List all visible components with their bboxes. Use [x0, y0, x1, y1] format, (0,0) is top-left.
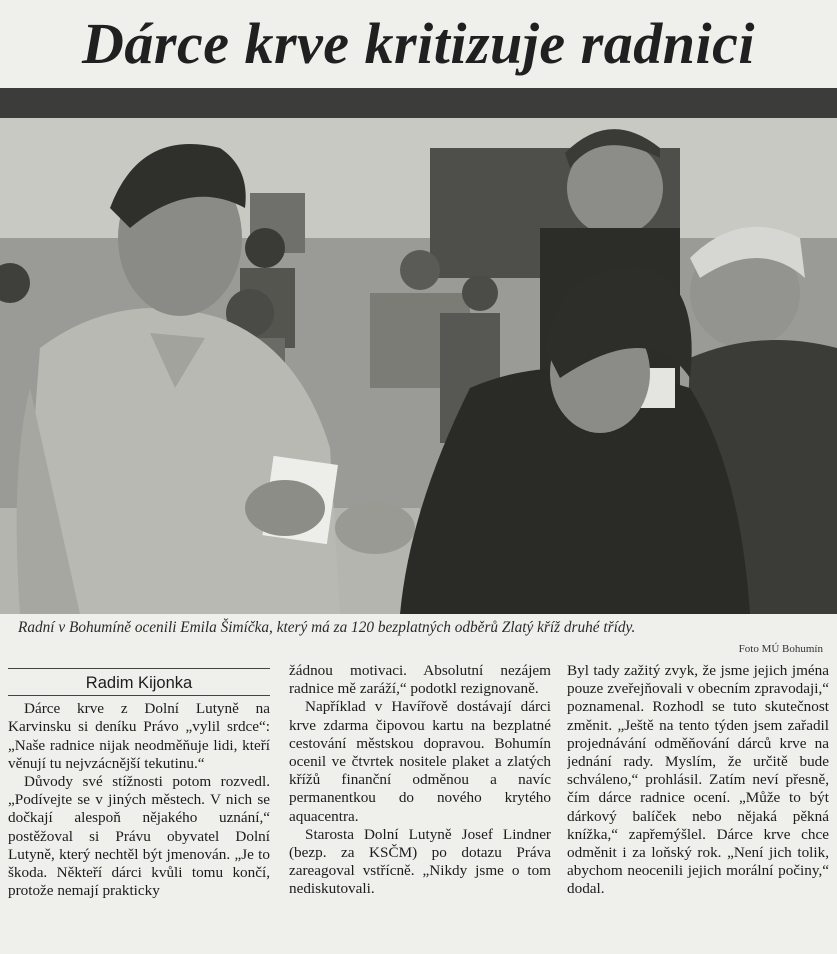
article-headline: Dárce krve kritizuje radnici	[82, 10, 755, 76]
byline-divider	[8, 668, 270, 669]
article-paragraph: Například v Havířově dostávají dárci krve zdarma čipovou kartu na bezplatné cestování městskou dopravou. Bohumín ocenil ve čtvrtek nositele plaket a zlatých křížů finanční odměnou a navíc permanentkou do nového krytého aquacentra.	[289, 698, 551, 825]
article-paragraph: Starosta Dolní Lutyně Josef Lindner (bezp. za KSČM) po dotazu Práva zareagoval vstřícně. „Nikdy jsme o tom nediskutovali.	[289, 825, 551, 898]
article-paragraph: Byl tady zažitý zvyk, že jsme jejich jména pouze zveřejňovali v obecním zpravodaji,“ poznamenal. Rozhodl se tuto skutečnost změnit. „Ještě na tento týden jsem zařadil projednávání odměňování dárců krve na jednání rady. Myslím, že určitě bude schváleno,“ prohlásil. Zatím neví přesně, čím dárce radnice ocení. „Může to být dárkový balíček nebo nějaká pěkná knížka,“ zapřemýšlel. Dárce krve chce odměnit i za loňský rok. „Není jich tolik, abychom neocenili jejich morální počiny,“ dodal.	[567, 662, 829, 898]
article-column-3	[567, 662, 829, 948]
article-paragraph: žádnou motivaci. Absolutní nezájem radnice mě zaráží,“ podotkl rezignovaně.	[289, 662, 551, 698]
article-column-1	[8, 668, 270, 954]
news-photo	[0, 88, 837, 614]
author-byline: Radim Kijonka	[8, 672, 270, 696]
article-paragraph: Důvody své stížnosti potom rozvedl. „Podívejte se v jiných městech. V nich se dočkají alespoň nějakého uznání,“ postěžoval si Právu obyvatel Dolní Lutyně, který nechtěl být jmenován. „Je to škoda. Někteří dárci kvůli tomu končí, protože nemají prakticky	[8, 773, 270, 900]
article-column-2	[289, 662, 551, 948]
article-paragraph: Dárce krve z Dolní Lutyně na Karvinsku si deníku Právo „vylil srdce“: „Naše radnice nijak neodměňuje lidi, kteří věnují tu nejvzácnější tekutinu.“	[8, 700, 270, 772]
photo-caption: Radní v Bohumíně ocenili Emila Šimíčka, který má za 120 bezplatných odběrů Zlatý kříž druhé třídy.	[18, 619, 636, 636]
photo-credit: Foto MÚ Bohumín	[738, 643, 823, 655]
